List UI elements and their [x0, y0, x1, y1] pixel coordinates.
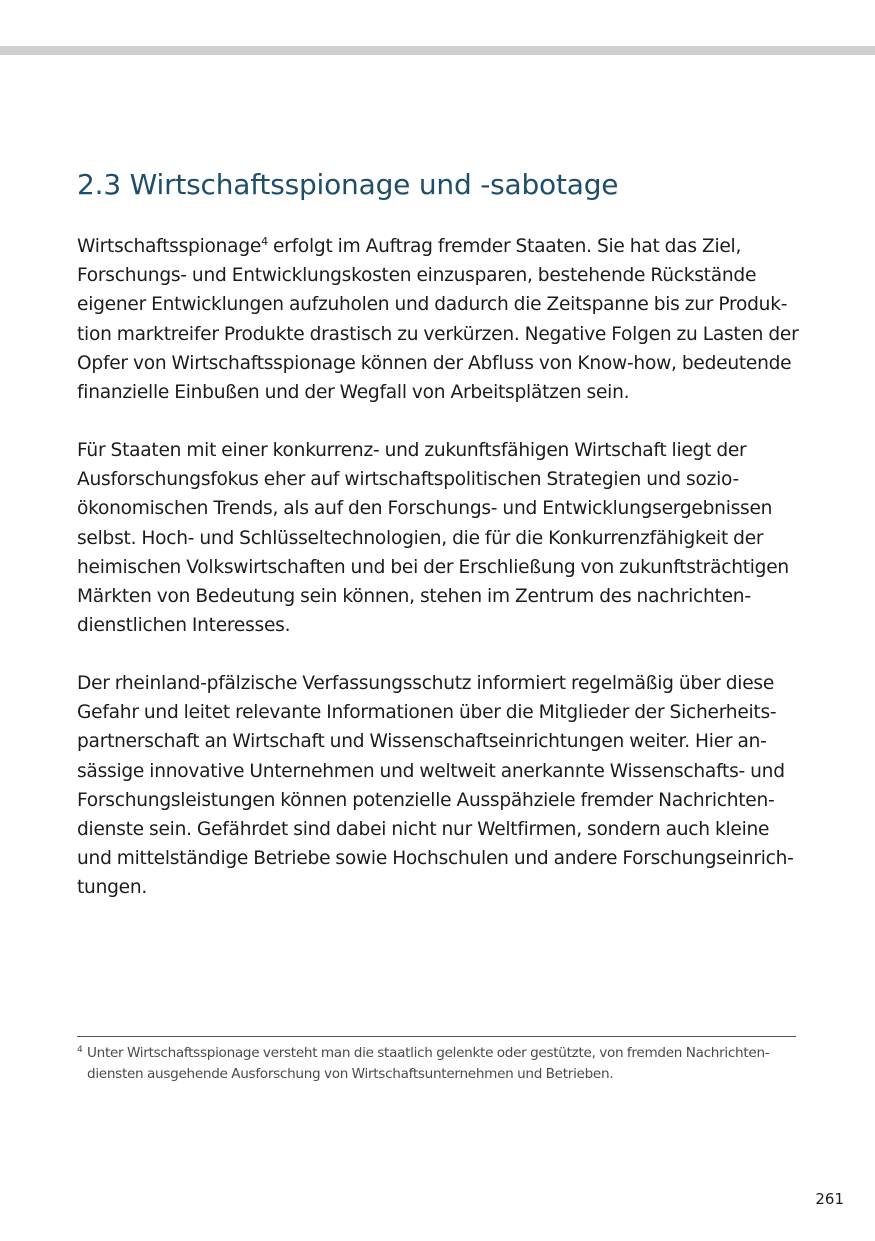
- paragraph-3-line: dienste sein. Gefährdet sind dabei nicht nur Weltfirmen, sondern auch kleine: [77, 819, 770, 841]
- paragraph-2: [77, 436, 799, 640]
- lead-term: Wirtschaftsspionage: [77, 236, 262, 257]
- header-bar: [0, 46, 875, 55]
- page-number: 261: [815, 1190, 844, 1208]
- paragraph-3-line: und mittelständige Betriebe sowie Hochschulen und andere Forschungseinrich-: [77, 848, 794, 870]
- paragraph-2-line: ökonomischen Trends, als auf den Forschungs- und Entwicklungsergebnissen: [77, 498, 773, 520]
- footnote-line: Unter Wirtschaftsspionage versteht man die staatlich gelenkte oder gestützte, von fremden Nachrichten-: [87, 1045, 770, 1061]
- paragraph-1-line: tion marktreifer Produkte drastisch zu verkürzen. Negative Folgen zu Lasten der: [77, 323, 799, 345]
- paragraph-2-line: Märkten von Bedeutung sein können, stehen im Zentrum des nachrichten-: [77, 586, 751, 608]
- paragraph-1: [77, 232, 799, 407]
- paragraph-2-line: dienstlichen Interesses.: [77, 615, 291, 637]
- footnote: [77, 1043, 799, 1085]
- first-line-rest: erfolgt im Auftrag fremder Staaten. Sie hat das Ziel,: [267, 236, 742, 257]
- paragraph-1-line: eigener Entwicklungen aufzuholen und dadurch die Zeitspanne bis zur Produk-: [77, 294, 788, 316]
- paragraph-1-line: finanzielle Einbußen und der Wegfall von Arbeitsplätzen sein.: [77, 382, 630, 404]
- footnote-divider: [77, 1036, 796, 1037]
- section-heading: 2.3 Wirtschaftsspionage und -sabotage: [77, 168, 619, 201]
- paragraph-3: [77, 669, 799, 903]
- paragraph-3-line: tungen.: [77, 877, 148, 899]
- paragraph-3-line: partnerschaft an Wirtschaft und Wissenschaftseinrichtungen weiter. Hier an-: [77, 731, 767, 753]
- paragraph-3-line: Der rheinland-pfälzische Verfassungsschutz informiert regelmäßig über diese: [77, 673, 775, 694]
- paragraph-2-line: Für Staaten mit einer konkurrenz- und zukunftsfähigen Wirtschaft liegt der: [77, 440, 747, 461]
- footnote-reference[interactable]: 4: [261, 235, 268, 248]
- paragraph-1-line: Forschungs- und Entwicklungskosten einzusparen, bestehende Rückstände: [77, 265, 757, 287]
- paragraph-3-line: sässige innovative Unternehmen und weltweit anerkannte Wissenschafts- und: [77, 760, 785, 782]
- paragraph-3-line: Forschungsleistungen können potenzielle Ausspähziele fremder Nachrichten-: [77, 789, 775, 811]
- paragraph-3-line: Gefahr und leitet relevante Informationen über die Mitglieder der Sicherheits-: [77, 702, 777, 724]
- paragraph-2-line: heimischen Volkswirtschaften und bei der Erschließung von zukunftsträchtigen: [77, 556, 789, 578]
- footnote-marker: 4: [77, 1045, 83, 1055]
- paragraph-2-line: Ausforschungsfokus eher auf wirtschaftspolitischen Strategien und sozio-: [77, 469, 739, 491]
- paragraph-1-line: [77, 232, 799, 261]
- paragraph-1-line: Opfer von Wirtschaftsspionage können der Abfluss von Know-how, bedeutende: [77, 352, 792, 374]
- footnote-line: diensten ausgehende Ausforschung von Wirtschaftsunternehmen und Betrieben.: [87, 1066, 614, 1082]
- paragraph-2-line: selbst. Hoch- und Schlüsseltechnologien, die für die Konkurrenzfähigkeit der: [77, 527, 764, 549]
